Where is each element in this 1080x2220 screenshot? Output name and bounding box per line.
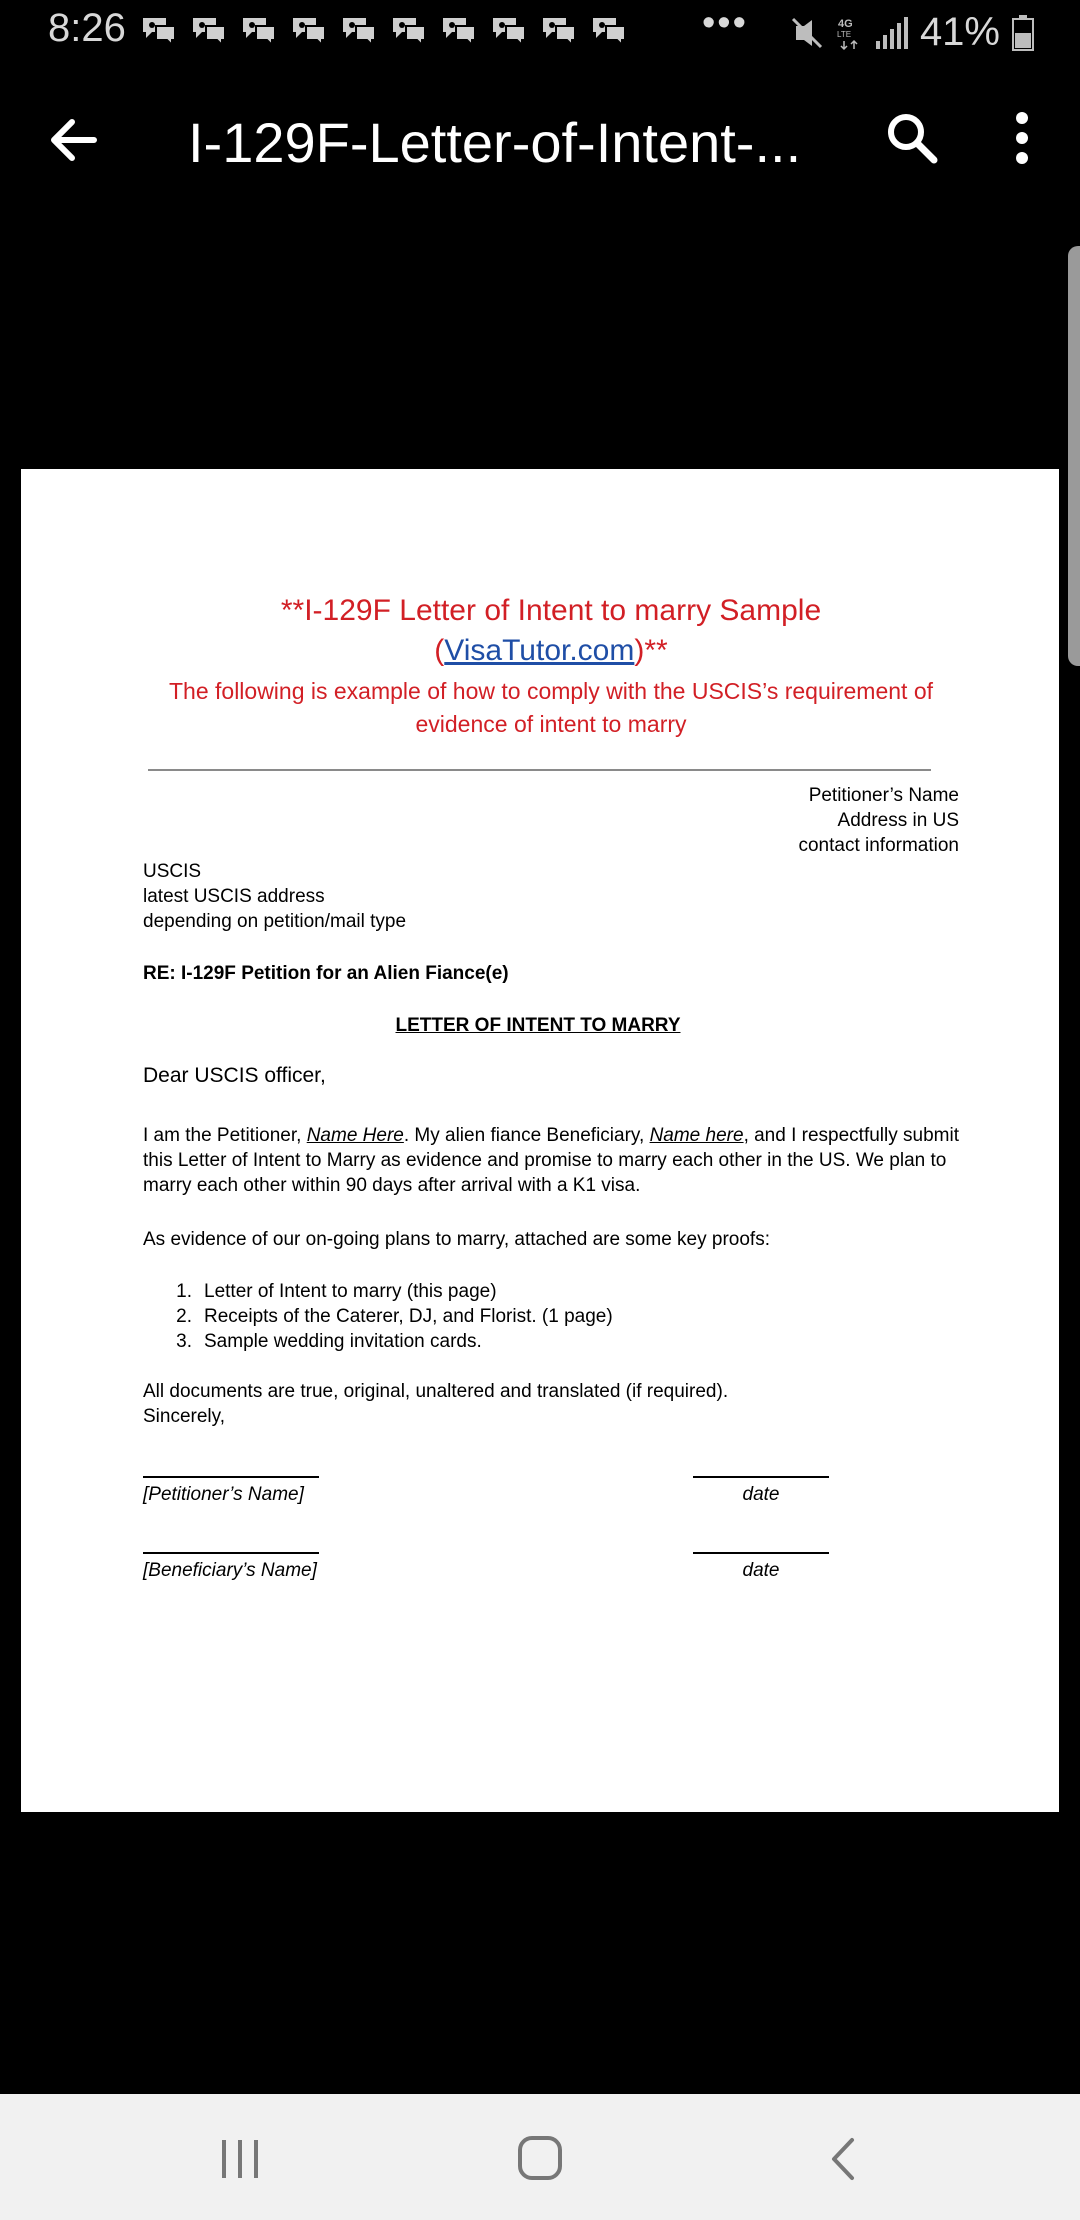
scrollbar-handle[interactable] [1068, 246, 1080, 666]
petitioner-date-line [693, 1476, 829, 1478]
battery-icon [1012, 15, 1034, 51]
re-line: RE: I-129F Petition for an Alien Fiance(e) [143, 963, 509, 984]
doc-heading-title: **I-129F Letter of Intent to marry Sample [280, 594, 822, 627]
list-item [143, 1279, 959, 1304]
list-item [143, 1329, 959, 1354]
status-right [778, 10, 1034, 55]
list-number: 1. [176, 1281, 192, 1302]
battery-percent: 41% [919, 10, 1000, 54]
document-title: I-129F-Letter-of-Intent-... [188, 111, 802, 174]
home-icon[interactable] [510, 2134, 570, 2184]
list-text: Sample wedding invitation cards. [204, 1331, 482, 1352]
chat-icon [140, 14, 178, 46]
para1-text: I am the Petitioner, [143, 1125, 307, 1146]
closing-block [143, 1379, 959, 1429]
chat-icon [590, 14, 628, 46]
list-number: 3. [176, 1331, 192, 1352]
beneficiary-signature-label: [Beneficiary’s Name] [143, 1560, 317, 1581]
system-nav-bar [0, 2094, 1080, 2220]
svg-text:4G: 4G [837, 17, 853, 30]
beneficiary-date-line [693, 1552, 829, 1554]
more-options-icon[interactable] [998, 108, 1046, 168]
back-arrow-icon[interactable] [44, 110, 104, 170]
petitioner-signature-line [143, 1476, 319, 1478]
notification-icons [140, 14, 640, 46]
proofs-list [143, 1279, 959, 1354]
petitioner-line: Address in US [837, 810, 959, 831]
sign-off: Sincerely, [143, 1406, 226, 1427]
signal-icon [874, 17, 908, 49]
status-time: 8:26 [48, 6, 126, 50]
divider [148, 769, 931, 771]
beneficiary-name-placeholder: Name here [649, 1125, 744, 1146]
doc-heading-open: ( [434, 634, 445, 667]
recent-apps-icon[interactable] [210, 2134, 270, 2184]
svg-text:LTE: LTE [836, 29, 852, 39]
list-number: 2. [176, 1306, 192, 1327]
salutation: Dear USCIS officer, [143, 1064, 326, 1087]
petitioner-name-placeholder: Name Here [306, 1125, 404, 1146]
list-text: Letter of Intent to marry (this page) [204, 1281, 497, 1302]
letter-heading: LETTER OF INTENT TO MARRY [395, 1015, 681, 1036]
chat-icon [390, 14, 428, 46]
chat-icon [540, 14, 578, 46]
petitioner-date-label: date [742, 1484, 780, 1505]
more-notifications-icon: ••• [702, 2, 748, 44]
chat-icon [240, 14, 278, 46]
list-text: Receipts of the Caterer, DJ, and Florist. (1 page) [204, 1306, 613, 1327]
body-paragraph-2: As evidence of our on-going plans to marry, attached are some key proofs: [143, 1229, 770, 1250]
closing-statement: All documents are true, original, unaltered and translated (if required). [143, 1381, 729, 1402]
chat-icon [190, 14, 228, 46]
uscis-line: latest USCIS address [143, 886, 325, 907]
app-bar [0, 96, 1080, 186]
list-item [143, 1304, 959, 1329]
beneficiary-signature-line [143, 1552, 319, 1554]
mute-vibrate-icon [790, 16, 824, 50]
body-paragraph-1 [143, 1123, 959, 1198]
petitioner-signature-label: [Petitioner’s Name] [143, 1484, 304, 1505]
para1-text: , and I respectfully submit this Letter of Intent to Marry as evidence and promise to marry each other in the US. We plan to marry each other within 90 days after arrival with a K1 visa. [143, 1125, 959, 1196]
4g-lte-icon [836, 15, 862, 51]
petitioner-address-block [643, 783, 959, 858]
para1-text: . My alien fiance Beneficiary, [403, 1125, 650, 1146]
status-bar [0, 0, 1080, 64]
petitioner-line: contact information [798, 835, 959, 856]
document-page [21, 469, 1059, 1812]
uscis-line: USCIS [143, 861, 202, 882]
chat-icon [290, 14, 328, 46]
doc-heading-close: )** [634, 634, 668, 667]
petitioner-line: Petitioner’s Name [808, 785, 959, 806]
chat-icon [340, 14, 378, 46]
uscis-line: depending on petition/mail type [143, 911, 407, 932]
chat-icon [440, 14, 478, 46]
chat-icon [490, 14, 528, 46]
doc-heading-source [143, 633, 959, 669]
back-nav-icon[interactable] [814, 2134, 874, 2184]
doc-heading-description: The following is example of how to comply with the USCIS’s requirement of evidence of intent to marry [168, 678, 934, 737]
beneficiary-date-label: date [742, 1560, 780, 1581]
visatutor-link[interactable]: VisaTutor.com [444, 634, 635, 667]
uscis-address-block [143, 859, 643, 934]
search-icon[interactable] [882, 108, 942, 168]
